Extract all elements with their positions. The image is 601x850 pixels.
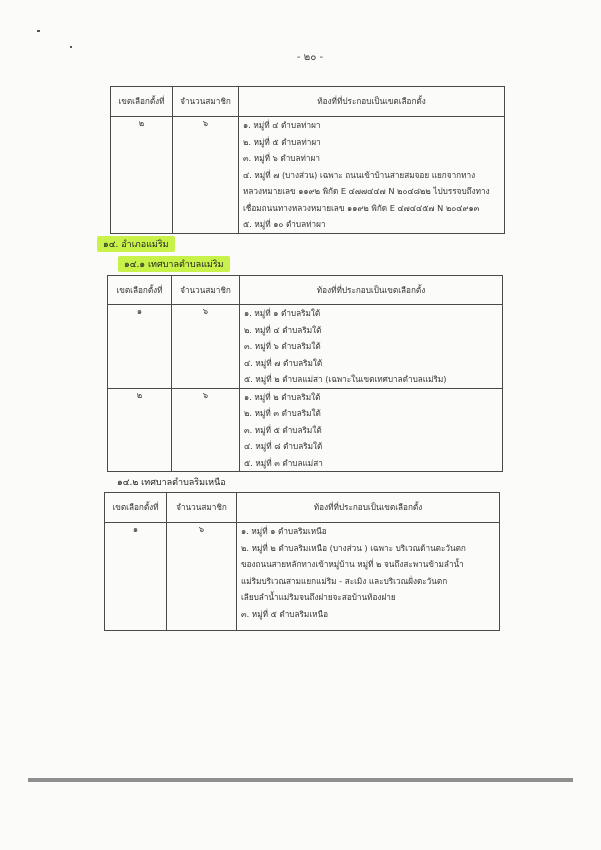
area-item: ๒. หมู่ที่ ๔ ตำบลริมใต้ — [244, 324, 322, 335]
zone-table-thapha — [110, 86, 505, 234]
table-header-row — [111, 87, 505, 117]
member-count: ๖ — [167, 523, 237, 631]
area-item: ของถนนสายหลักทางเข้าหมู่บ้าน หมู่ที่ ๒ จนถึงสะพานข้ามลำน้ำ — [241, 559, 464, 569]
table-header-row — [108, 276, 503, 305]
member-count: ๖ — [172, 305, 240, 389]
area-item: ๒. หมู่ที่ ๕ ตำบลท่าผา — [243, 136, 321, 147]
area-item: เลียบลำน้ำแม่ริมจนถึงฝายจะสอบ้านท้องฝาย — [241, 592, 396, 602]
member-count: ๖ — [173, 117, 239, 234]
table-row — [105, 523, 500, 631]
area-list — [239, 117, 505, 234]
header-members: จำนวนสมาชิก — [173, 87, 239, 117]
area-item: ๑. หมู่ที่ ๑ ตำบลริมใต้ — [244, 308, 321, 318]
zone-table-rim-nuea — [104, 492, 500, 631]
zone-number: ๒ — [111, 117, 173, 234]
scan-speck — [37, 30, 40, 32]
area-item: ๔. หมู่ที่ ๘ ตำบลริมใต้ — [244, 441, 323, 451]
area-item: ๑. หมู่ที่ ๑ ตำบลริมเหนือ — [241, 526, 327, 536]
area-item: แม่ริมบริเวณสามแยกแม่ริม - สะเมิง และบริเวณฝั่งตะวันตก — [241, 575, 448, 586]
page-number: - ๒๐ - — [296, 52, 324, 63]
header-members: จำนวนสมาชิก — [172, 276, 240, 305]
zone-number: ๑ — [105, 523, 167, 631]
area-item: ๒. หมู่ที่ ๒ ตำบลริมเหนือ (บางส่วน ) เฉพาะ บริเวณด้านตะวันตก — [241, 542, 466, 553]
area-item: ๕. หมู่ที่ ๓ ตำบลแม่สา — [244, 457, 323, 468]
area-item: ๑. หมู่ที่ ๒ ตำบลริมใต้ — [244, 391, 321, 402]
area-item: ๕. หมู่ที่ ๒ ตำบลแม่สา (เฉพาะในเขตเทศบาลตำบลแม่ริม) — [244, 374, 447, 384]
area-item: ๓. หมู่ที่ ๖ ตำบลท่าผา — [243, 153, 320, 163]
area-list — [237, 523, 500, 631]
header-zone: เขตเลือกตั้งที่ — [105, 493, 167, 523]
area-item: หลวงหมายเลข ๑๑๙๒ พิกัด E ๔๗๗๔๔๗ N ๒๐๔๘๒๒ ไปบรรจบถึงทาง — [243, 186, 490, 196]
table-row — [108, 388, 503, 472]
section-heading-mae-rim-municipality: ๑๔.๑ เทศบาลตำบลแม่ริม — [118, 256, 230, 272]
header-areas: ท้องที่ที่ประกอบเป็นเขตเลือกตั้ง — [239, 87, 505, 117]
scan-speck — [70, 46, 72, 48]
area-item: ๑. หมู่ที่ ๔ ตำบลท่าผา — [243, 120, 321, 130]
section-heading-mae-rim-district: ๑๔. อำเภอแม่ริม — [97, 236, 175, 252]
header-areas: ท้องที่ที่ประกอบเป็นเขตเลือกตั้ง — [240, 276, 503, 305]
area-item: เชื่อมถนนทางหลวงหมายเลข ๑๑๙๒ พิกัด E ๔๗๔๔๕๗ N ๒๐๔๙๑๓ — [243, 202, 480, 213]
table-row — [108, 305, 503, 389]
area-item: ๓. หมู่ที่ ๖ ตำบลริมใต้ — [244, 341, 321, 351]
area-item: ๔. หมู่ที่ ๗ ตำบลริมใต้ — [244, 357, 323, 368]
header-areas: ท้องที่ที่ประกอบเป็นเขตเลือกตั้ง — [237, 493, 500, 523]
header-zone: เขตเลือกตั้งที่ — [111, 87, 173, 117]
header-members: จำนวนสมาชิก — [167, 493, 237, 523]
area-item: ๕. หมู่ที่ ๑๐ ตำบลท่าผา — [243, 219, 326, 229]
zone-number: ๑ — [108, 305, 172, 389]
table-header-row — [105, 493, 500, 523]
area-item: ๓. หมู่ที่ ๕ ตำบลริมใต้ — [244, 424, 322, 435]
header-zone: เขตเลือกตั้งที่ — [108, 276, 172, 305]
area-item: ๓. หมู่ที่ ๕ ตำบลริมเหนือ — [241, 608, 329, 619]
area-list — [240, 305, 503, 389]
zone-number: ๒ — [108, 388, 172, 472]
area-item: ๔. หมู่ที่ ๗ (บางส่วน) เฉพาะ ถนนเข้าบ้านสายสมจอย แยกจากทาง — [243, 169, 476, 180]
scan-bottom-edge — [28, 778, 573, 782]
area-list — [240, 388, 503, 472]
table-row — [111, 117, 505, 234]
member-count: ๖ — [172, 388, 240, 472]
section-heading-rim-nuea-municipality: ๑๔.๒ เทศบาลตำบลริมเหนือ — [117, 478, 226, 488]
zone-table-mae-rim — [107, 275, 503, 472]
area-item: ๒. หมู่ที่ ๓ ตำบลริมใต้ — [244, 408, 321, 418]
